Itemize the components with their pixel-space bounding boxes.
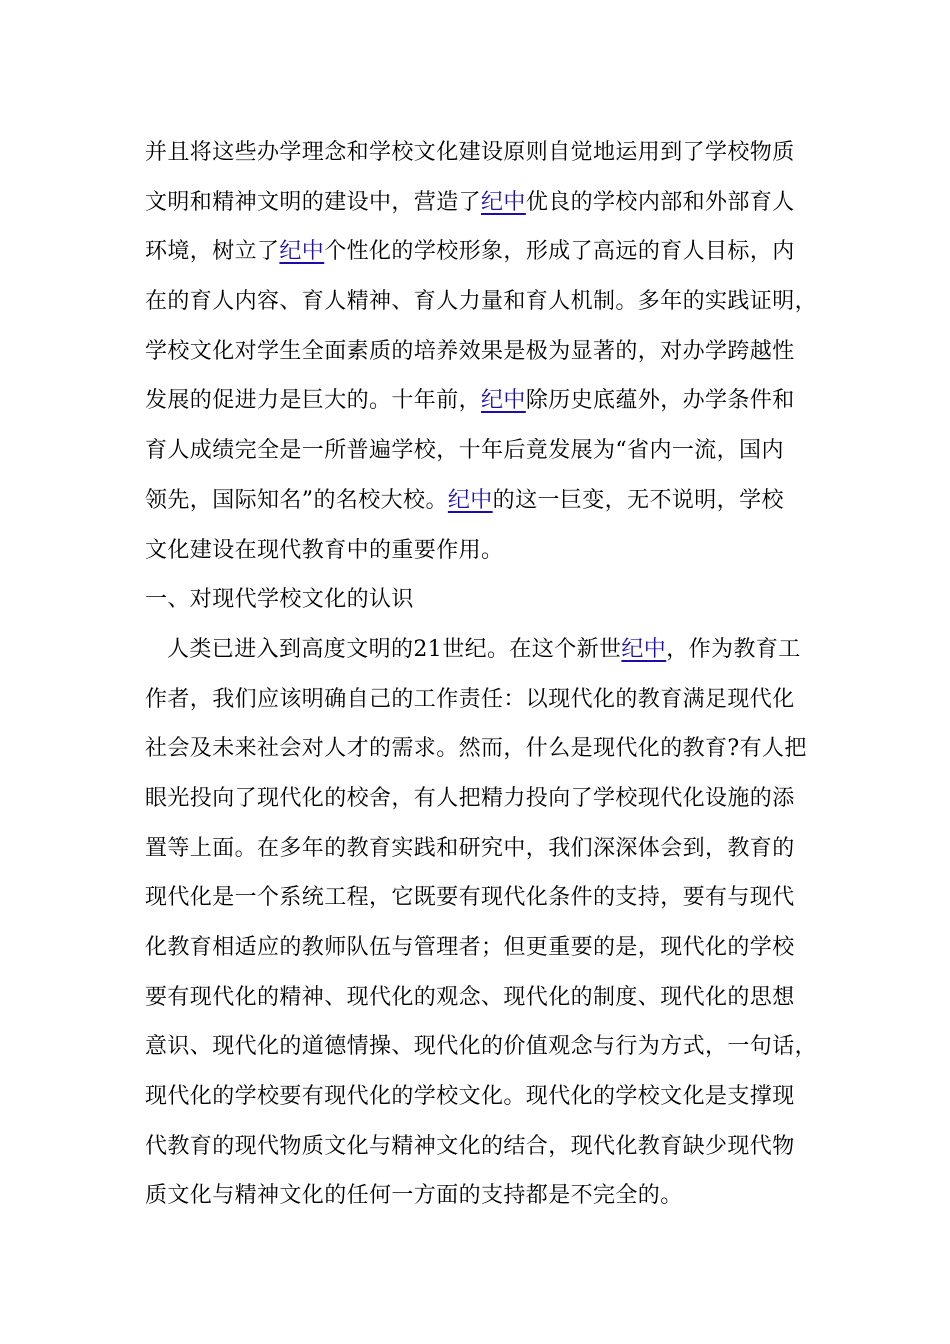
text-line: 环境，树立了纪中个性化的学校形象，形成了高远的育人目标，内 — [145, 239, 795, 265]
text-line: 作者，我们应该明确自己的工作责任：以现代化的教育满足现代化 — [145, 686, 795, 712]
text-line: 学校文化对学生全面素质的培养效果是极为显著的，对办学跨越性 — [145, 338, 795, 364]
link-jizhong[interactable]: 纪中 — [447, 487, 493, 513]
text-line: 在的育人内容、育人精神、育人力量和育人机制。多年的实践证明， — [145, 289, 818, 315]
link-jizhong[interactable]: 纪中 — [481, 189, 526, 215]
link-jizhong[interactable]: 纪中 — [481, 388, 526, 414]
text-line: 社会及未来社会对人才的需求。然而，什么是现代化的教育?有人把 — [145, 736, 807, 762]
text-line: 育人成绩完全是一所普遍学校，十年后竟发展为“省内一流，国内 — [145, 438, 784, 464]
text-line: 领先，国际知名”的名校大校。纪中的这一巨变，无不说明，学校 — [145, 487, 784, 513]
text-line: 眼光投向了现代化的校舍，有人把精力投向了学校现代化设施的添 — [145, 785, 795, 811]
text-line: 文明和精神文明的建设中，营造了纪中优良的学校内部和外部育人 — [145, 189, 795, 215]
text-line: 意识、现代化的道德情操、现代化的价值观念与行为方式，一句话， — [145, 1034, 818, 1060]
paragraph-1 — [145, 128, 835, 575]
text-line: 发展的促进力是巨大的。十年前，纪中除历史底蕴外，办学条件和 — [145, 388, 795, 414]
text-line: 并且将这些办学理念和学校文化建设原则自觉地运用到了学校物质 — [145, 140, 795, 165]
text-line: 质文化与精神文化的任何一方面的支持都是不完全的。 — [145, 1183, 683, 1209]
text-line: 现代化是一个系统工程，它既要有现代化条件的支持，要有与现代 — [145, 885, 795, 911]
text-line: 现代化的学校要有现代化的学校文化。现代化的学校文化是支撑现 — [145, 1084, 795, 1110]
text-line: 代教育的现代物质文化与精神文化的结合，现代化教育缺少现代物 — [145, 1133, 795, 1159]
text-line: 置等上面。在多年的教育实践和研究中，我们深深体会到，教育的 — [145, 835, 795, 861]
document-body — [145, 128, 835, 1221]
paragraph-2 — [145, 625, 835, 1221]
text-line: 人类已进入到高度文明的21世纪。在这个新世纪中，作为教育工 — [167, 636, 801, 662]
section-heading: 一、对现代学校文化的认识 — [145, 587, 414, 613]
link-jizhong[interactable]: 纪中 — [621, 636, 667, 662]
text-line: 要有现代化的精神、现代化的观念、现代化的制度、现代化的思想 — [145, 984, 795, 1010]
link-jizhong[interactable]: 纪中 — [279, 239, 325, 265]
text-line: 文化建设在现代教育中的重要作用。 — [145, 537, 504, 563]
text-line: 化教育相适应的教师队伍与管理者；但更重要的是，现代化的学校 — [145, 935, 795, 960]
